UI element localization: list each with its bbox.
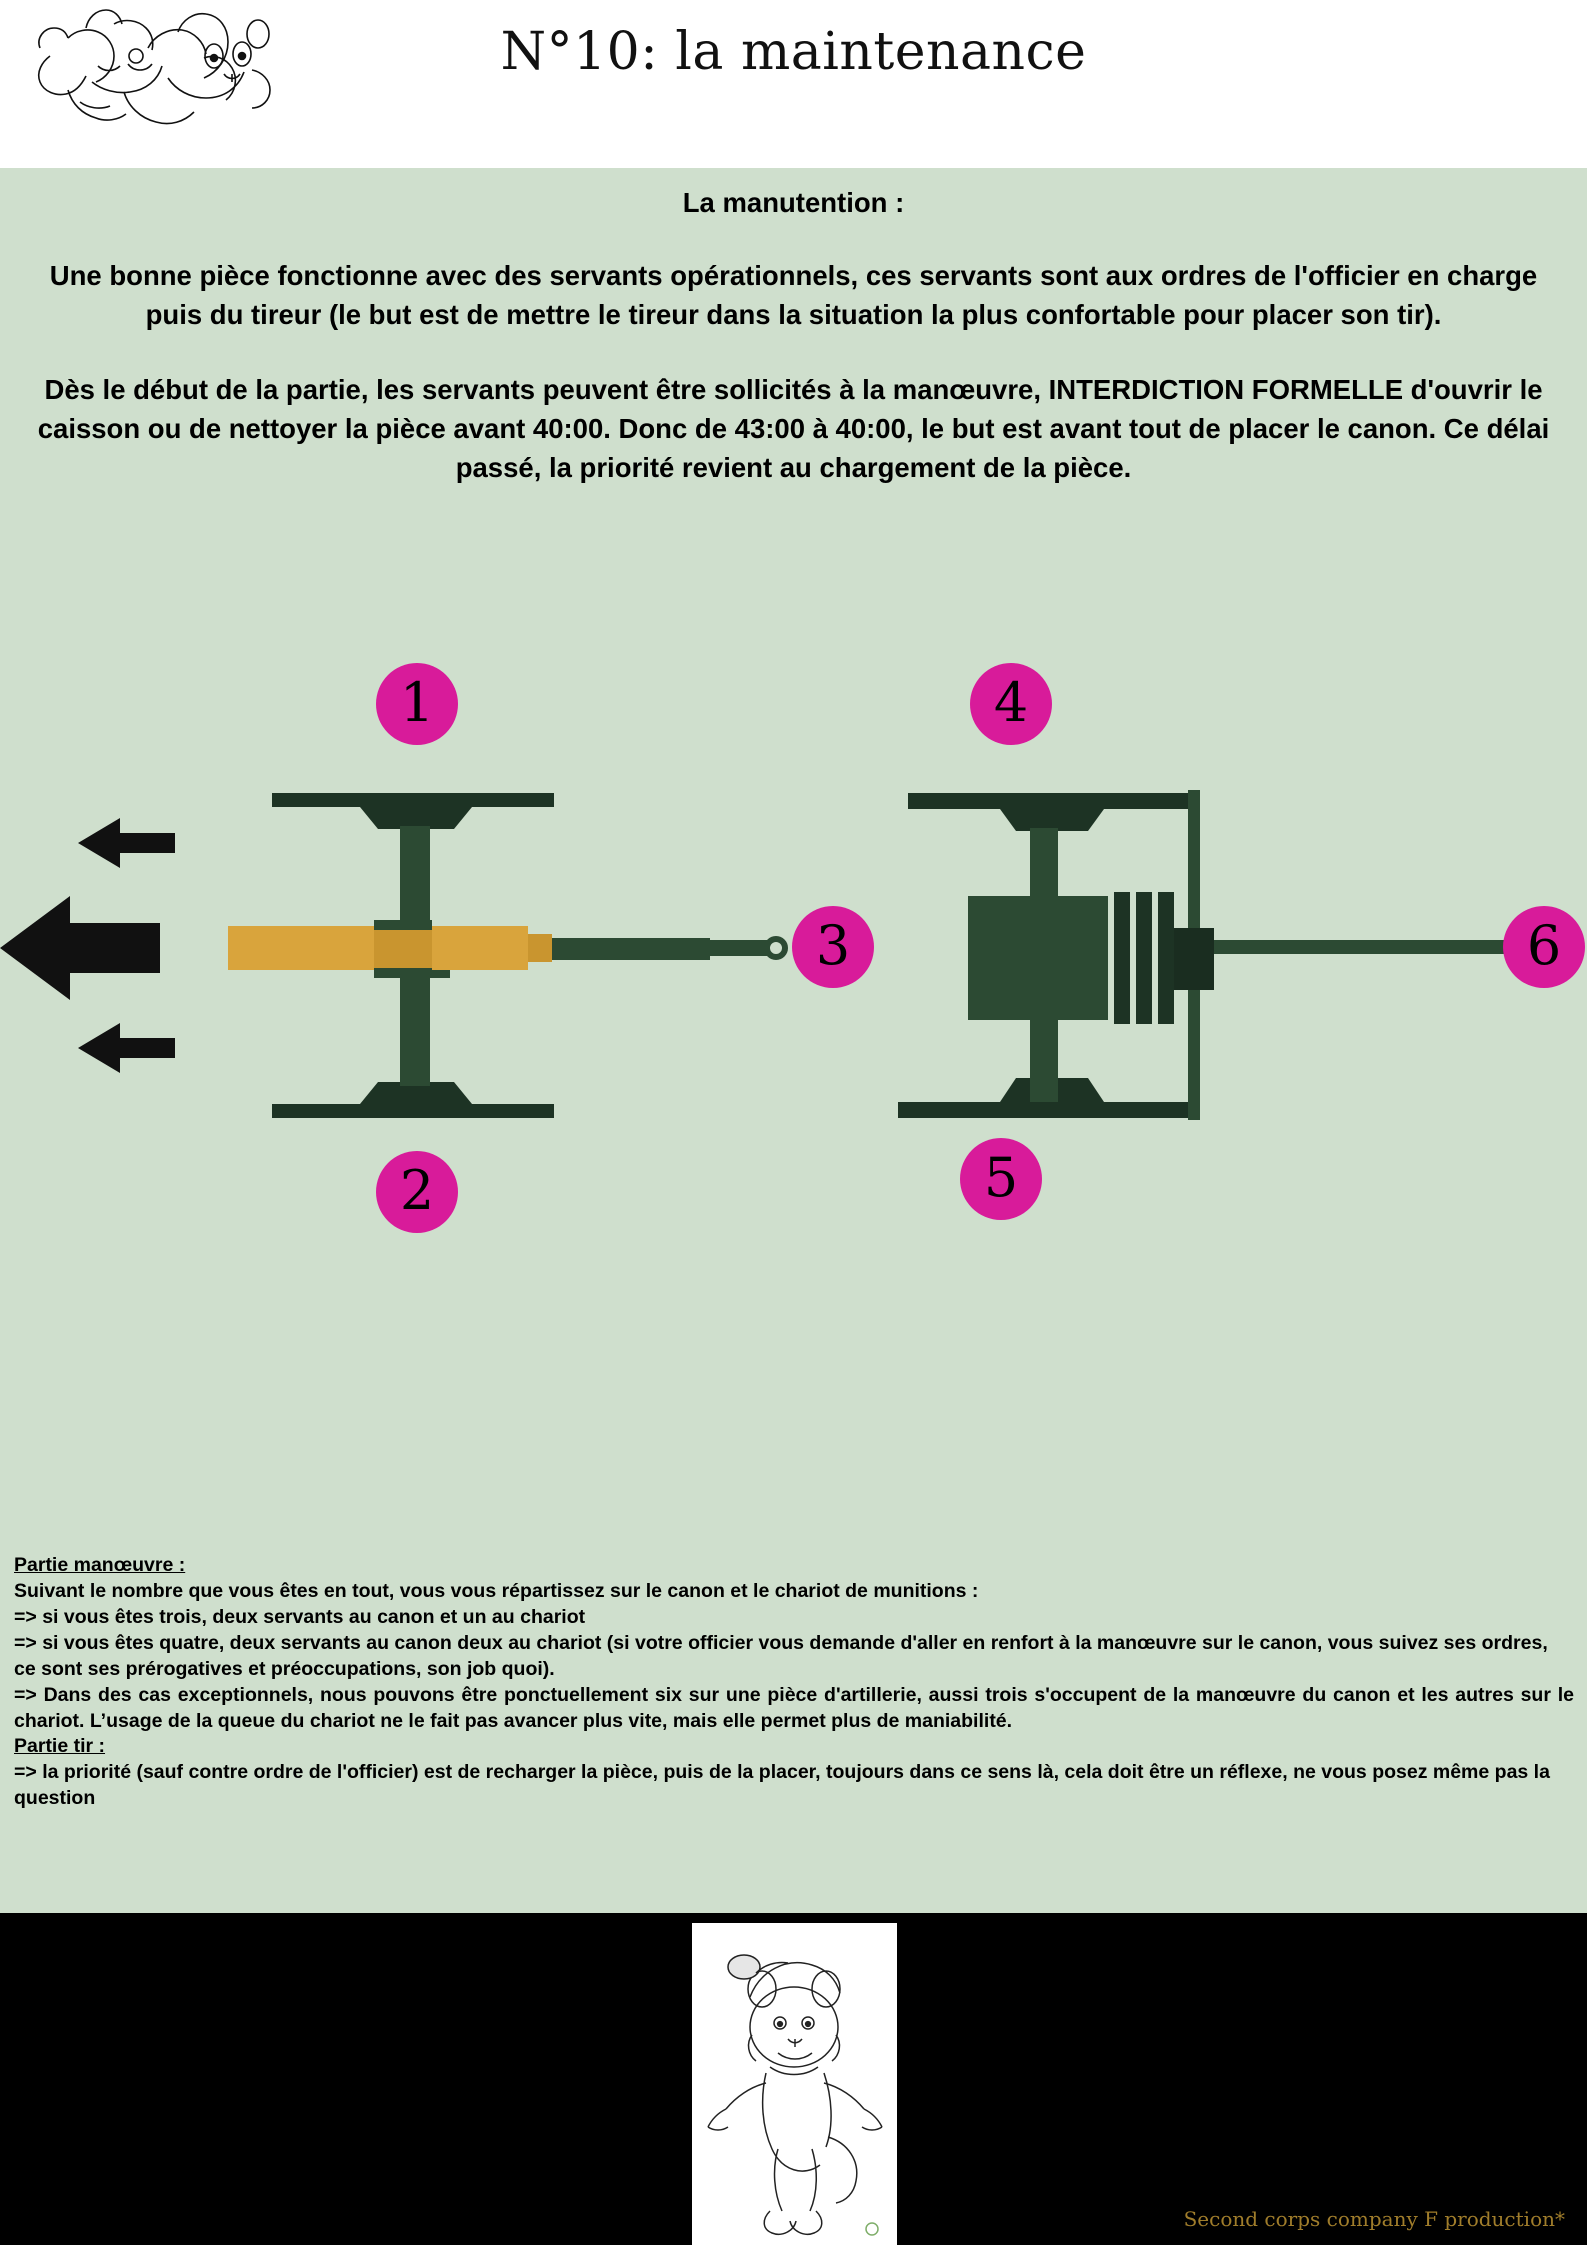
intro-paragraph-1: Une bonne pièce fonctionne avec des servants opérationnels, ces servants sont aux ordres de l'officier en charge puis du tireur (le but est de mettre le tireur dans la situation la plus confortable pour placer son tir). [49, 260, 1538, 331]
cannon-cart-diagram [0, 638, 1587, 1278]
notes-block [14, 1553, 1574, 1812]
notes-manoeuvre-line-2: => si vous êtes trois, deux servants au canon et un au chariot [14, 1605, 586, 1628]
section-title: La manutention : [682, 187, 905, 218]
notes-manoeuvre-line-1: Suivant le nombre que vous êtes en tout, vous vous répartissez sur le canon et le chariot de munitions : [14, 1579, 979, 1602]
notes-manoeuvre-line-4: => Dans des cas exceptionnels, nous pouvons être ponctuellement six sur une pièce d'artillerie, aussi trois s'occupent de la manœuvre du canon et les autres sur le chariot. L’usage de la queue du chariot ne le fait pas avancer plus vite, mais elle permet plus de maniabilité. [14, 1683, 1574, 1732]
diagram-badge-4[interactable]: 4 [970, 663, 1052, 745]
document-header [0, 0, 1587, 168]
notes-manoeuvre-line-3: => si vous êtes quatre, deux servants au canon deux au chariot (si votre officier vous demande d'aller en renfort à la manœuvre sur le canon, vous suivez ses ordres, ce sont ses prérogatives et préoccupations, son job quoi). [14, 1631, 1548, 1680]
intro-text-block [20, 183, 1567, 487]
diagram-badge-3[interactable]: 3 [792, 906, 874, 988]
page-title: N°10: la maintenance [500, 22, 1087, 82]
footer-credit: Second corps company F production* [1183, 2207, 1565, 2231]
intro-paragraph-2: Dès le début de la partie, les servants peuvent être sollicités à la manœuvre, INTERDICTION FORMELLE d'ouvrir le caisson ou de nettoyer la pièce avant 40:00. Donc de 43:00 à 40:00, le but est avant tout de placer le canon. Ce délai passé, la priorité revient au chargement de la pièce. [37, 374, 1550, 484]
diagram-badge-1[interactable]: 1 [376, 663, 458, 745]
notes-heading-tir: Partie tir : [14, 1735, 106, 1758]
content-body [0, 168, 1587, 1913]
notes-tir-line-1: => la priorité (sauf contre ordre de l'officier) est de recharger la pièce, puis de la placer, toujours dans ce sens là, cela doit être un réflexe, ne vous posez même pas la question [14, 1761, 1550, 1810]
notes-heading-manoeuvre: Partie manœuvre : [14, 1554, 186, 1576]
footer-mascot-card [692, 1923, 897, 2245]
chipmunk-mascot-icon [692, 1923, 897, 2245]
diagram-badge-6[interactable]: 6 [1503, 906, 1585, 988]
diagram-badge-5[interactable]: 5 [960, 1138, 1042, 1220]
document-footer [0, 1913, 1587, 2245]
diagram-badge-2[interactable]: 2 [376, 1151, 458, 1233]
